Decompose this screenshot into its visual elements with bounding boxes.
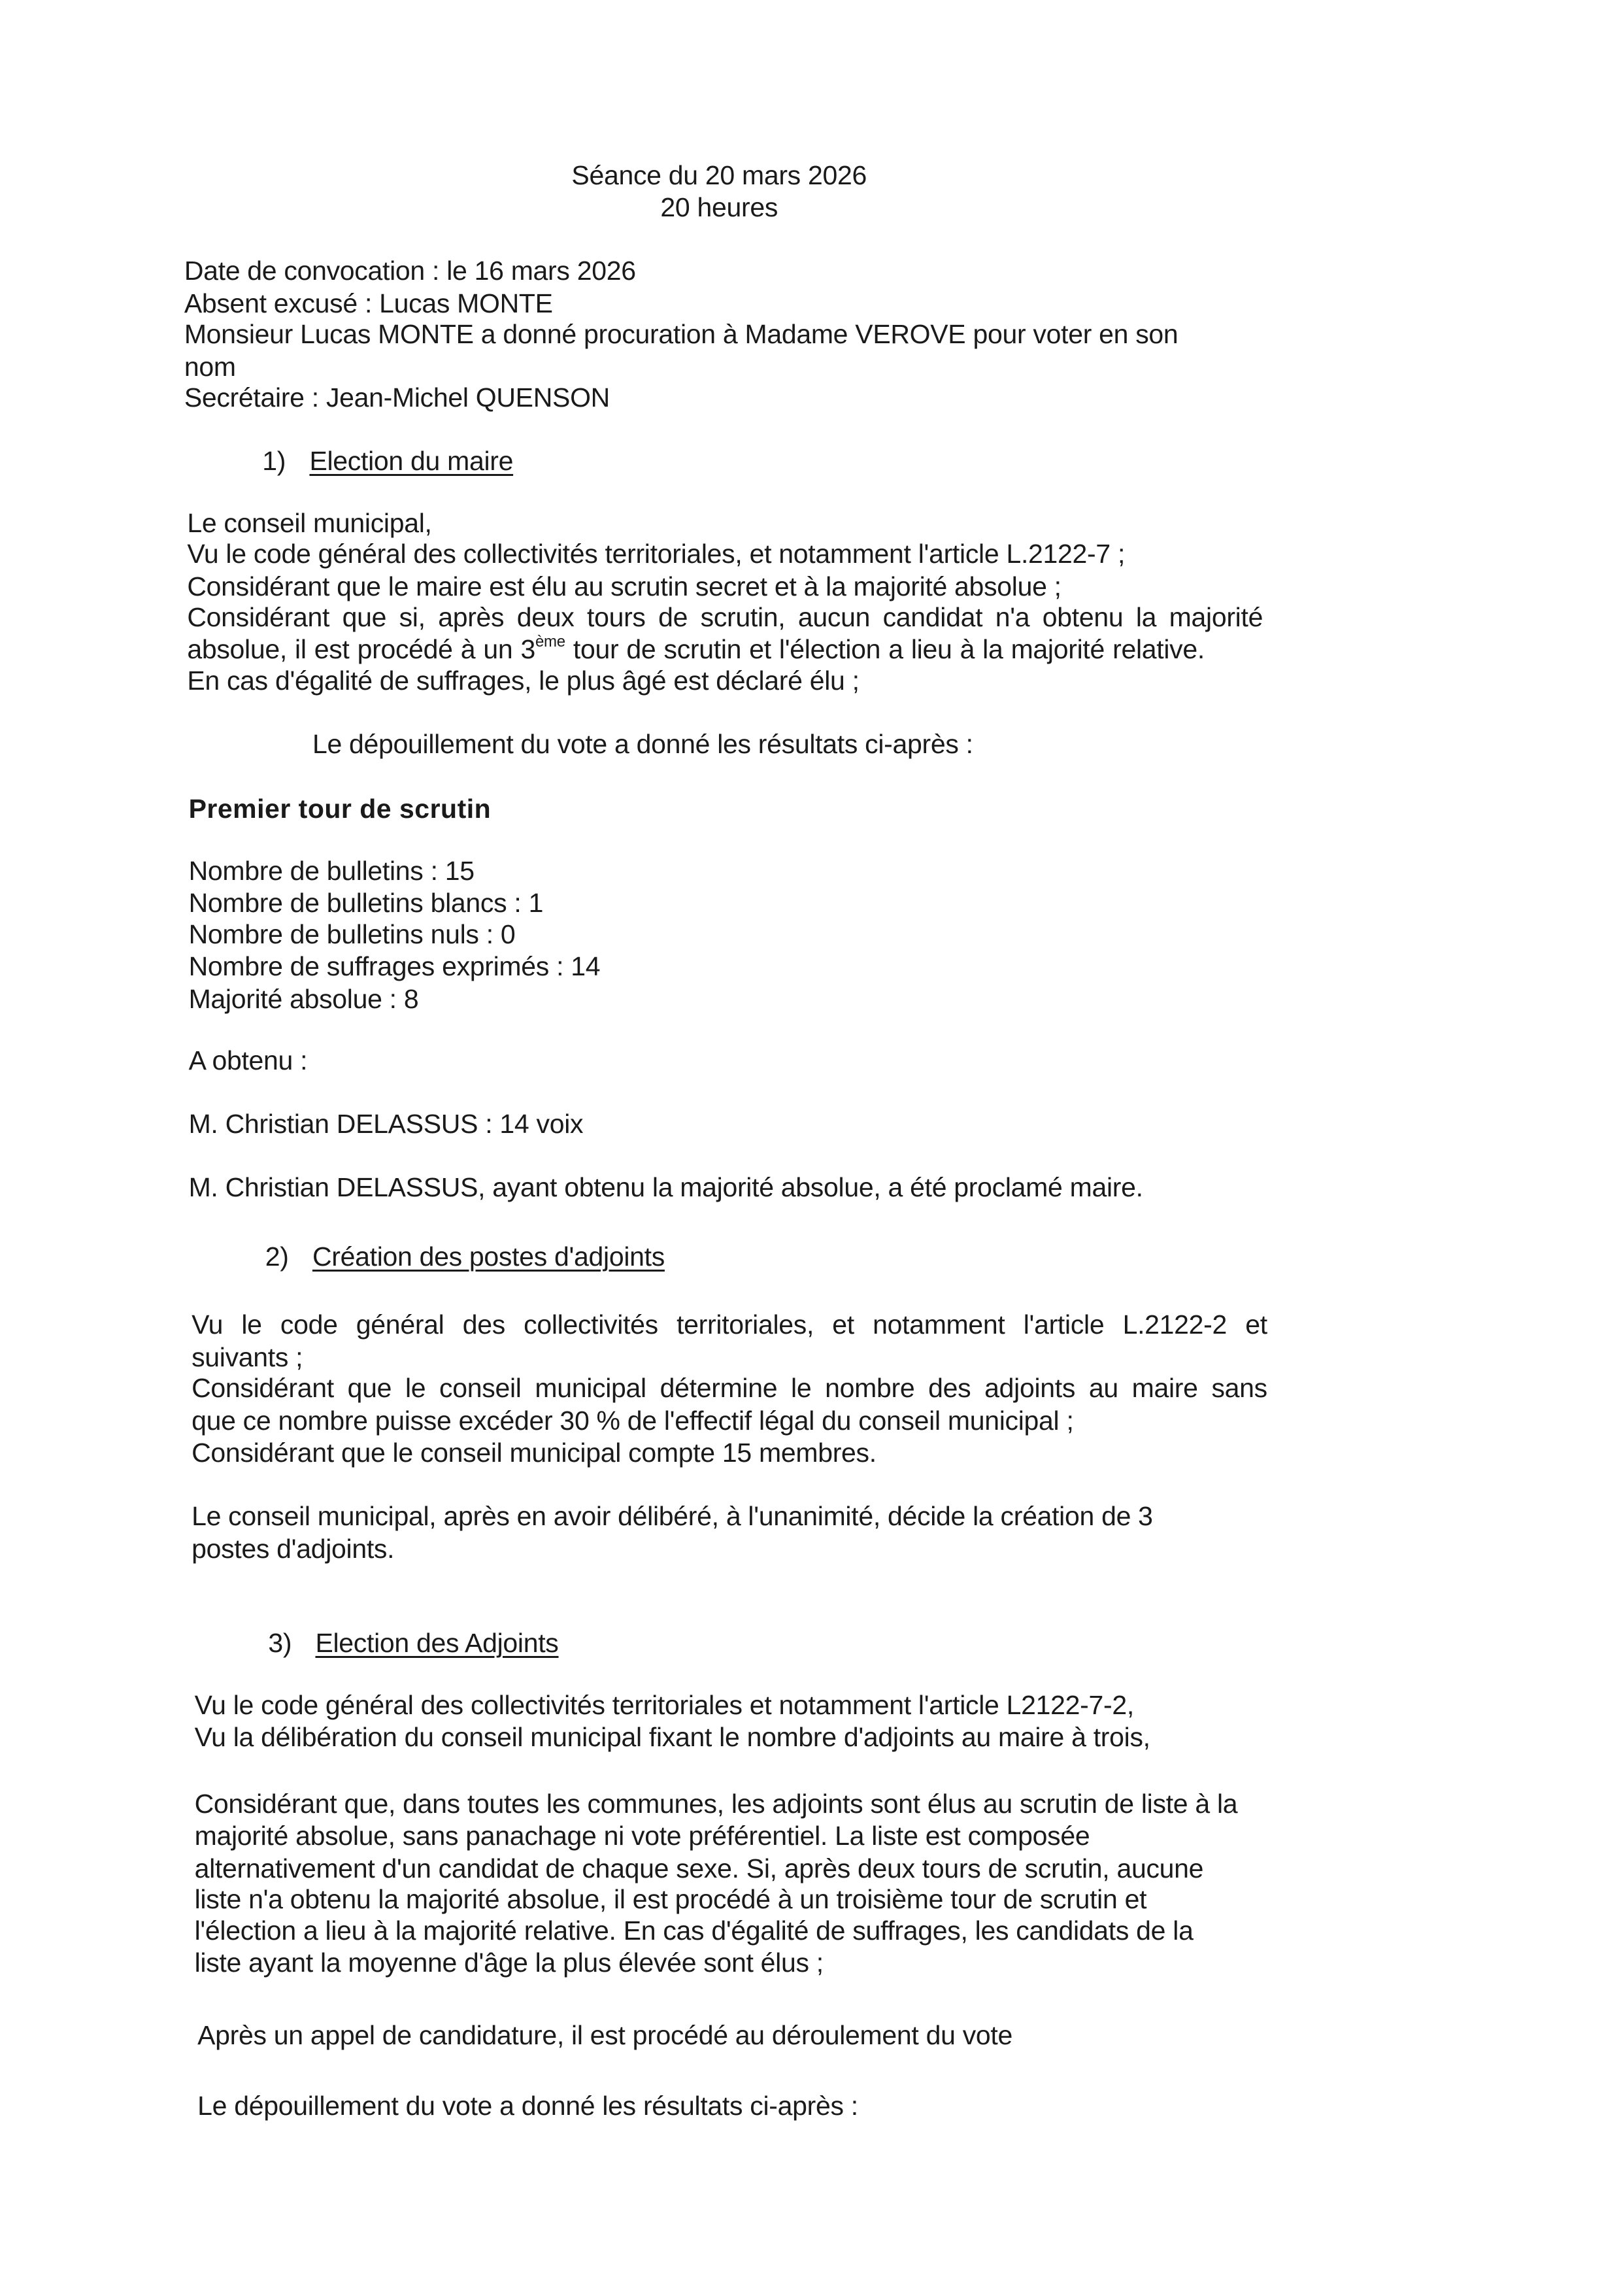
- proxy-line-cont: nom: [184, 351, 236, 382]
- paragraph-line: postes d'adjoints.: [192, 1533, 395, 1564]
- result-line: Nombre de suffrages exprimés : 14: [188, 951, 601, 982]
- section-1-heading: [262, 445, 513, 477]
- section-3-heading: [268, 1627, 558, 1659]
- paragraph-line: alternativement d'un candidat de chaque sexe. Si, après deux tours de scrutin, aucune: [194, 1853, 1204, 1883]
- session-title: Séance du 20 mars 2026: [571, 160, 867, 190]
- paragraph-line: Le dépouillement du vote a donné les résultats ci-après :: [197, 2090, 858, 2121]
- session-time: 20 heures: [660, 192, 778, 223]
- paragraph-line: Le conseil municipal, après en avoir délibéré, à l'unanimité, décide la création de 3: [192, 1501, 1153, 1532]
- section-number: 2): [265, 1241, 289, 1272]
- text-run: absolue, il est procédé à un 3: [187, 634, 535, 665]
- section-number: 3): [268, 1628, 292, 1659]
- text-run: tour de scrutin et l'élection a lieu à la majorité relative.: [565, 634, 1205, 665]
- paragraph-line: liste ayant la moyenne d'âge la plus élevée sont élus ;: [194, 1948, 824, 1978]
- paragraph-line: majorité absolue, sans panachage ni vote préférentiel. La liste est composée: [194, 1821, 1090, 1851]
- paragraph-line: Vu le code général des collectivités territoriales, et notamment l'article L.2122-2 et: [192, 1309, 1267, 1340]
- candidate-result: M. Christian DELASSUS : 14 voix: [188, 1109, 584, 1140]
- paragraph-line: l'élection a lieu à la majorité relative. En cas d'égalité de suffrages, les candidats de la: [194, 1915, 1194, 1946]
- paragraph-line: Considérant que le conseil municipal détermine le nombre des adjoints au maire sans: [192, 1372, 1267, 1403]
- paragraph-line: Après un appel de candidature, il est procédé au déroulement du vote: [197, 2019, 1012, 2050]
- result-line: Majorité absolue : 8: [188, 983, 419, 1014]
- conclusion: M. Christian DELASSUS, ayant obtenu la majorité absolue, a été proclamé maire.: [188, 1172, 1143, 1203]
- paragraph-line: En cas d'égalité de suffrages, le plus âgé est déclaré élu ;: [187, 665, 860, 696]
- superscript: ème: [535, 633, 565, 651]
- result-line: Nombre de bulletins blancs : 1: [188, 888, 544, 919]
- section-title: Création des postes d'adjoints: [312, 1241, 665, 1272]
- results-intro: Le dépouillement du vote a donné les résultats ci-après :: [312, 728, 973, 759]
- section-title: Election des Adjoints: [315, 1628, 559, 1659]
- convocation-date: Date de convocation : le 16 mars 2026: [184, 256, 636, 286]
- section-2-heading: [265, 1241, 665, 1272]
- result-line: Nombre de bulletins : 15: [188, 855, 475, 886]
- paragraph-line: Vu la délibération du conseil municipal fixant le nombre d'adjoints au maire à trois,: [194, 1722, 1150, 1753]
- paragraph-line: Vu le code général des collectivités territoriales, et notamment l'article L.2122-7 ;: [187, 538, 1126, 569]
- paragraph-line: Vu le code général des collectivités territoriales et notamment l'article L2122-7-2,: [194, 1689, 1134, 1720]
- section-number: 1): [262, 445, 286, 476]
- paragraph-line: Considérant que si, après deux tours de scrutin, aucun candidat n'a obtenu la majorité: [187, 601, 1263, 632]
- proxy-line: Monsieur Lucas MONTE a donné procuration à Madame VEROVE pour voter en son: [184, 319, 1178, 350]
- paragraph-line: Considérant que le conseil municipal compte 15 membres.: [192, 1438, 877, 1468]
- result-line: Nombre de bulletins nuls : 0: [188, 919, 516, 949]
- section-title: Election du maire: [309, 445, 514, 476]
- round-title: Premier tour de scrutin: [188, 793, 492, 824]
- obtained-label: A obtenu :: [188, 1045, 308, 1076]
- paragraph-line: suivants ;: [192, 1342, 303, 1372]
- paragraph-line: Considérant que le maire est élu au scrutin secret et à la majorité absolue ;: [187, 571, 1061, 601]
- paragraph-line: Considérant que, dans toutes les communes, les adjoints sont élus au scrutin de liste à la: [194, 1788, 1238, 1819]
- absent-line: Absent excusé : Lucas MONTE: [184, 288, 553, 318]
- paragraph-line: [187, 633, 1205, 665]
- paragraph-line: que ce nombre puisse excéder 30 % de l'effectif légal du conseil municipal ;: [192, 1405, 1074, 1436]
- secretary-line: Secrétaire : Jean-Michel QUENSON: [184, 382, 610, 413]
- paragraph-line: liste n'a obtenu la majorité absolue, il est procédé à un troisième tour de scrutin et: [194, 1884, 1147, 1915]
- paragraph-line: Le conseil municipal,: [187, 507, 432, 538]
